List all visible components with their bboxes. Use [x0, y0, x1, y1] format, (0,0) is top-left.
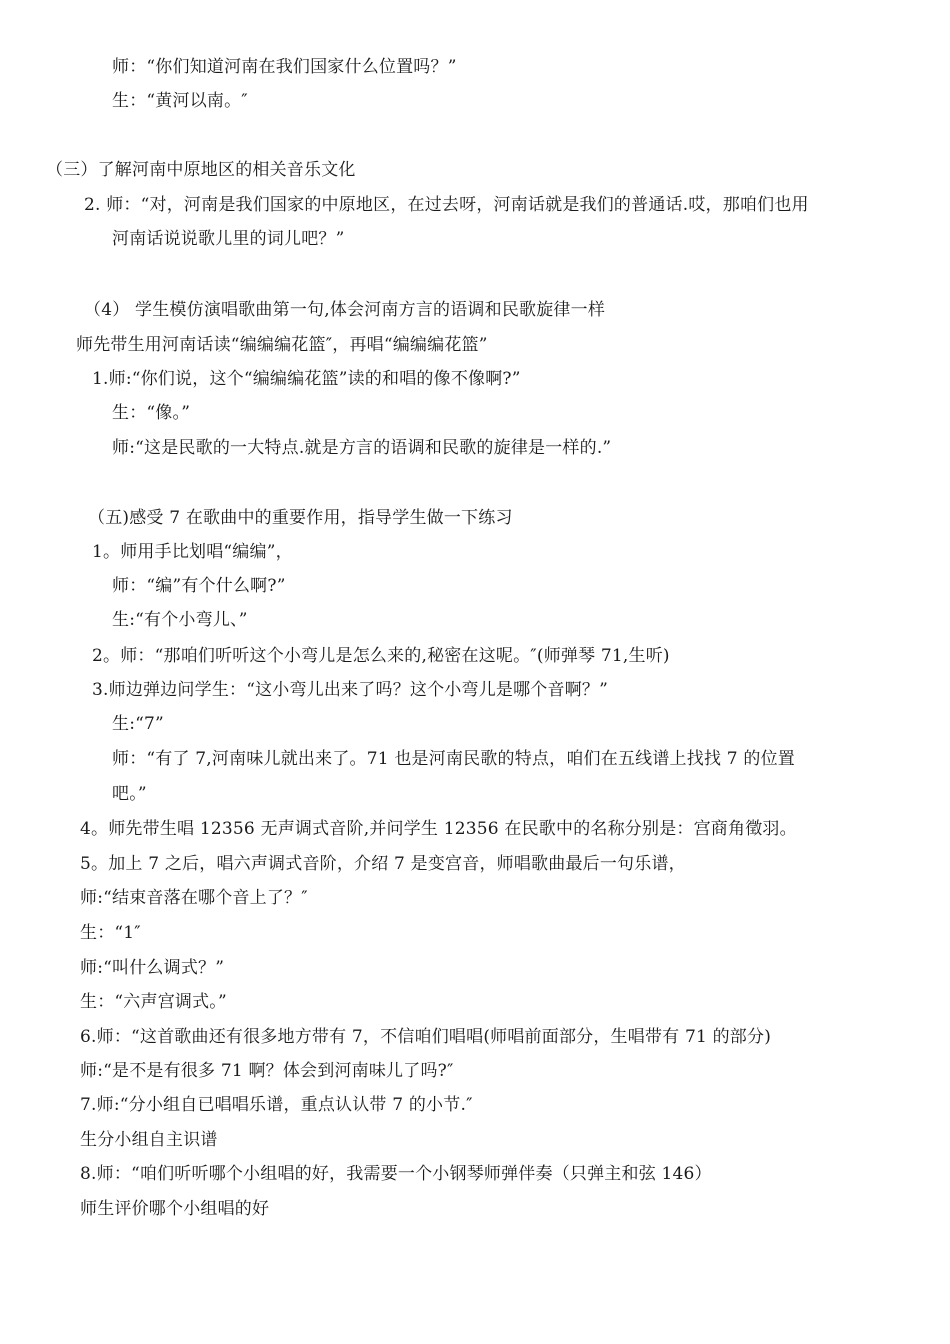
- text-line: 5。加上 7 之后，唱六声调式音阶，介绍 7 是变宫音，师唱歌曲最后一句乐谱，: [80, 854, 686, 874]
- text-line: 生：“六声宫调式。”: [80, 992, 227, 1012]
- section-heading: （4） 学生模仿演唱歌曲第一句,体会河南方言的语调和民歌旋律一样: [84, 300, 606, 320]
- text-line: 吧。”: [112, 784, 147, 804]
- text-line: 生：“像。”: [112, 403, 191, 423]
- text-line: 师：“有了 7,河南味儿就出来了。71 也是河南民歌的特点，咱们在五线谱上找找 7 的位置: [112, 749, 795, 769]
- section-heading: （五)感受 7 在歌曲中的重要作用，指导学生做一下练习: [88, 508, 513, 528]
- text-line: 师:“叫什么调式？”: [80, 958, 225, 978]
- text-line: 师先带生用河南话读“编编编花篮″，再唱“编编编花篮”: [76, 335, 488, 355]
- text-line: 生：“1″: [80, 923, 141, 943]
- section-heading: （三）了解河南中原地区的相关音乐文化: [46, 160, 356, 180]
- text-line: 1.师:“你们说，这个“编编编花篮”读的和唱的像不像啊?”: [92, 369, 521, 389]
- text-line: 师：“编”有个什么啊?”: [112, 576, 286, 596]
- text-line: 7.师:“分小组自已唱唱乐谱，重点认认带 7 的小节.″: [80, 1095, 473, 1115]
- text-line: 1。师用手比划唱“编编”，: [92, 542, 293, 562]
- text-line: 生：“黄河以南。″: [112, 91, 248, 111]
- text-line: 生:“7”: [112, 714, 164, 734]
- text-line: 师:“是不是有很多 71 啊？体会到河南味儿了吗?″: [80, 1061, 454, 1081]
- text-line: 4。师先带生唱 12356 无声调式音阶,并问学生 12356 在民歌中的名称分别是：宫商角徵羽。: [80, 819, 797, 839]
- text-line: 8.师：“咱们听听哪个小组唱的好，我需要一个小钢琴师弹伴奏（只弹主和弦 146）: [80, 1164, 712, 1184]
- text-line: 师:“结束音落在哪个音上了？″: [80, 888, 308, 908]
- text-line: 生分小组自主识谱: [80, 1130, 218, 1150]
- text-line: 2. 师：“对，河南是我们国家的中原地区，在过去呀，河南话就是我们的普通话.哎，那咱们也用: [84, 195, 809, 215]
- text-line: 生:“有个小弯儿、”: [112, 610, 248, 630]
- text-line: 师:“这是民歌的一大特点.就是方言的语调和民歌的旋律是一样的.”: [112, 438, 612, 458]
- text-line: 河南话说说歌儿里的词儿吧？”: [112, 229, 345, 249]
- text-line: 师：“你们知道河南在我们国家什么位置吗？”: [112, 57, 457, 77]
- text-line: 2。师：“那咱们听听这个小弯儿是怎么来的,秘密在这呢。″(师弹琴 71,生听): [92, 646, 670, 666]
- text-line: 3.师边弹边问学生：“这小弯儿出来了吗？这个小弯儿是哪个音啊？”: [92, 680, 609, 700]
- text-line: 6.师：“这首歌曲还有很多地方带有 7，不信咱们唱唱(师唱前面部分，生唱带有 71 的部分): [80, 1027, 772, 1047]
- text-line: 师生评价哪个小组唱的好: [80, 1199, 270, 1219]
